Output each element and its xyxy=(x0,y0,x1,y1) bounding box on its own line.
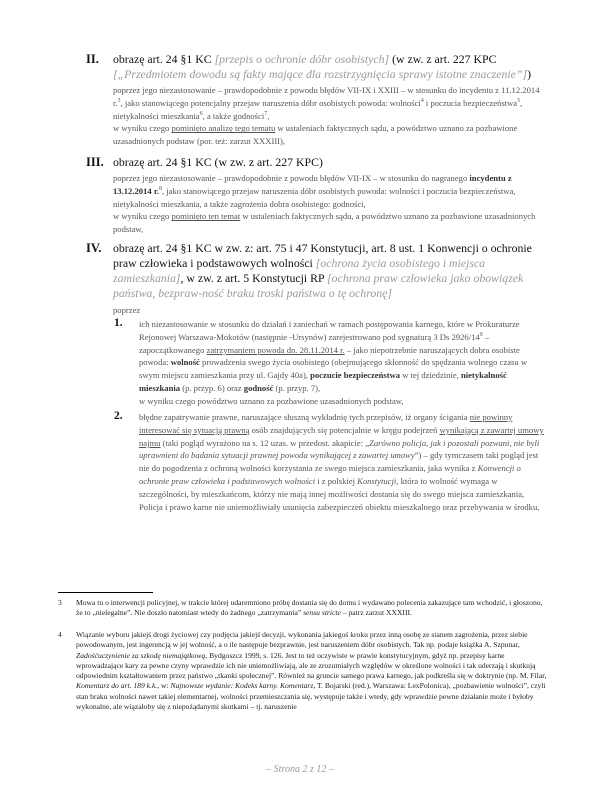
footnote-4 xyxy=(58,630,550,712)
objection-heading: obrazę art. 24 §1 KC [przepis o ochronie dóbr osobistych] (w zw. z art. 227 KPC [„Przedmiotem dowodu są fakty mające dla rozstrzygnięcia sprawy istotne znaczenie”]) xyxy=(113,52,532,81)
footnote-text: Mowa tu o interwencji policyjnej, w trakcie której udaremniono próbę dostania się do domu i wydawano polecenia zakazujące tam wchodzić, i głoszono, że to „nielegalne”. Nie doszło natomiast wtedy do żadnego „zatrzymania” sensu stricte – patrz zarzut XXXIII. xyxy=(76,598,543,618)
subpoint-2 xyxy=(116,411,548,513)
subpoint-number: 2. xyxy=(114,410,123,422)
objection-number: II. xyxy=(86,52,99,66)
objection-body: poprzez jego niezastosowanie – prawdopodobnie z powodu błędów VII-IX i XXIII – w stosunku do incydentu z 11.12.2014 r.$^3$, jako stanowiącego potencjalny przejaw naruszenia dóbr osobistych powoda: wolności$^4$ i poczucia bezpieczeństwa$^5$, nietykalności mieszkania$^6$, a także godności$^7$, w wyniku czego pominięto analizę tego tematu w ustaleniach faktycznych sądu, a powództwo uznano za pozbawione uzasadnionych podstaw (por. też: zarzut XXXIII), xyxy=(113,85,540,147)
subpoint-text: ich niezastosowanie w stosunku do działań i zaniechań w ramach postępowania karnego, które w Prokuraturze Rejonowej Warszawa-Mokotów (następnie -Ursynów) zarejestrowano pod sygnaturą 3 Ds $2926/14^9$ – zapoczątkowanego zatrzymaniem powoda dn. 28.11.2014 r. – jako niepotrzebnie naruszających dobra osobiste powoda: wolność prowadzenia swego życia osobistego (obejmującego skłonność do spędzania wolnego czasu w swym miejscu zamieszkania przy ul. Gajdy 40a), poczucie bezpieczeństwa w tej dziedzinie, nietykalność mieszkania (p. przyp. 6) oraz godność (p. przyp. 7), w wyniku czego powództwo uznano za pozbawione uzasadnionych podstaw, xyxy=(139,319,528,406)
footnote-separator xyxy=(58,592,153,593)
objection-number: III. xyxy=(86,155,104,169)
objection-number: IV. xyxy=(86,241,102,255)
objection-heading: obrazę art. 24 §1 KC (w zw. z art. 227 KPC) xyxy=(113,155,323,169)
subpoint-1 xyxy=(116,318,548,408)
page-number: – Strona 2 z 12 – xyxy=(266,764,334,775)
footnote-number: 4 xyxy=(58,630,62,639)
objection-body: poprzez jego niezastosowanie – prawdopodobnie z powodu błędów VII-IX – w stosunku do nagranego incydentu z 13.12.2014 r.$^8$, jako stanowiącego przejaw naruszenia dóbr osobistych powoda: wolności i poczucia bezpieczeństwa, nietykalności mieszkania, a także zagrożenia dobra osobistego: godności, w wyniku czego pominięto ten temat w ustaleniach faktycznych sądu, a powództwo uznano za pozbawione uzasadnionych podstaw, xyxy=(113,173,536,235)
objection-body: poprzez xyxy=(113,305,141,315)
footnote-3 xyxy=(58,598,550,619)
footnote-text: Wiązanie wyboru jakiejś drogi życiowej czy podjęcia jakiejś decyzji, wykonania jakiegoś kroku przez inną osobę ze stanem zagrożenia, przez siebie powodowanym, jest ingerencją w jej wolność, a o ile następuje bezprawnie, jest naruszeniem dóbr osobistych. Tak np. podaje książka A. Szpunar, Zadośćuczynienie za szkodę niemajątkową, Bydgoszcz 1999, s. 126. Jest to też oczywiste w prawie konstytucyjnym, gdyż np. przepisy karne wprowadzające kary za pewne czyny wprawdzie ich nie uniemożliwiają, ale ze zrozumiałych względów w określone wolności i tak uderzają i skutkują odpowiednim kształtowaniem przez państwo „tkanki społecznej”. Również na gruncie samego prawa karnego, jak podkreśla się w doktrynie (np. M. Filar, Komentarz do art. 189 k.k., w: Najnowsze wydanie: Kodeks karny. Komentarz, T. Bojarski (red.), Warszawa: LexPolonica), „pozbawienie wolności”, czyli stan braku wolności nawet takiej elementarnej, wolności przemieszczania się, występuje także i wtedy, gdy wprawdzie pewne działanie może i byłoby wykonalne, ale wiązałoby się z niepożądanymi skutkami – tj. naruszenie xyxy=(76,630,547,712)
footnote-number: 3 xyxy=(58,598,62,607)
subpoint-number: 1. xyxy=(114,317,123,329)
objection-ii xyxy=(88,52,548,148)
objection-iii xyxy=(88,155,548,236)
subpoint-text: błędne zapatrywanie prawne, naruszające słuszną wykładnię tych przepisów, iż organy ścigania nie powinny interesować się sytuacją prawną osób znajdujących się potencjalnie w kręgu podejrzeń wynikającą z zawartej umowy najmu (taki pogląd wyrażono na s. 12 uzas. w przedost. akapicie: „Zarówno policja, jak i pozostali pozwani, nie byli uprawnieni do badania sytuacji prawnej powoda wynikającej z zawartej umowy”) – gdy tymczasem taki pogląd jest nie do pogodzenia z ochroną wolności korzystania ze swego miejsca zamieszkania, jaka wynika z Konwencji o ochronie praw człowieka i podstawowych wolności i z polskiej Konstytucji, która to wolność wymaga w szczególności, by mieszkańcom, którzy nie mają innej możliwości dostania się do swego miejsca zamieszkania, Policja i prawo karne nie uniemożliwiały usunięcia zabezpieczeń obiektu mieszkalnego oraz przebywania w środku, xyxy=(139,412,544,512)
objection-iv xyxy=(88,241,548,317)
objection-heading: obrazę art. 24 §1 KC w zw. z: art. 75 i 47 Konstytucji, art. 8 ust. 1 Konwencji o ochronie praw człowieka i podstawowych wolności [ochrona życia osobistego i miejsca zamieszkania], w zw. z art. 5 Konstytucji RP [ochrona praw człowieka jako obowiązek państwa, bezpraw-ność braku troski państwa o tę ochronę] xyxy=(113,241,532,300)
